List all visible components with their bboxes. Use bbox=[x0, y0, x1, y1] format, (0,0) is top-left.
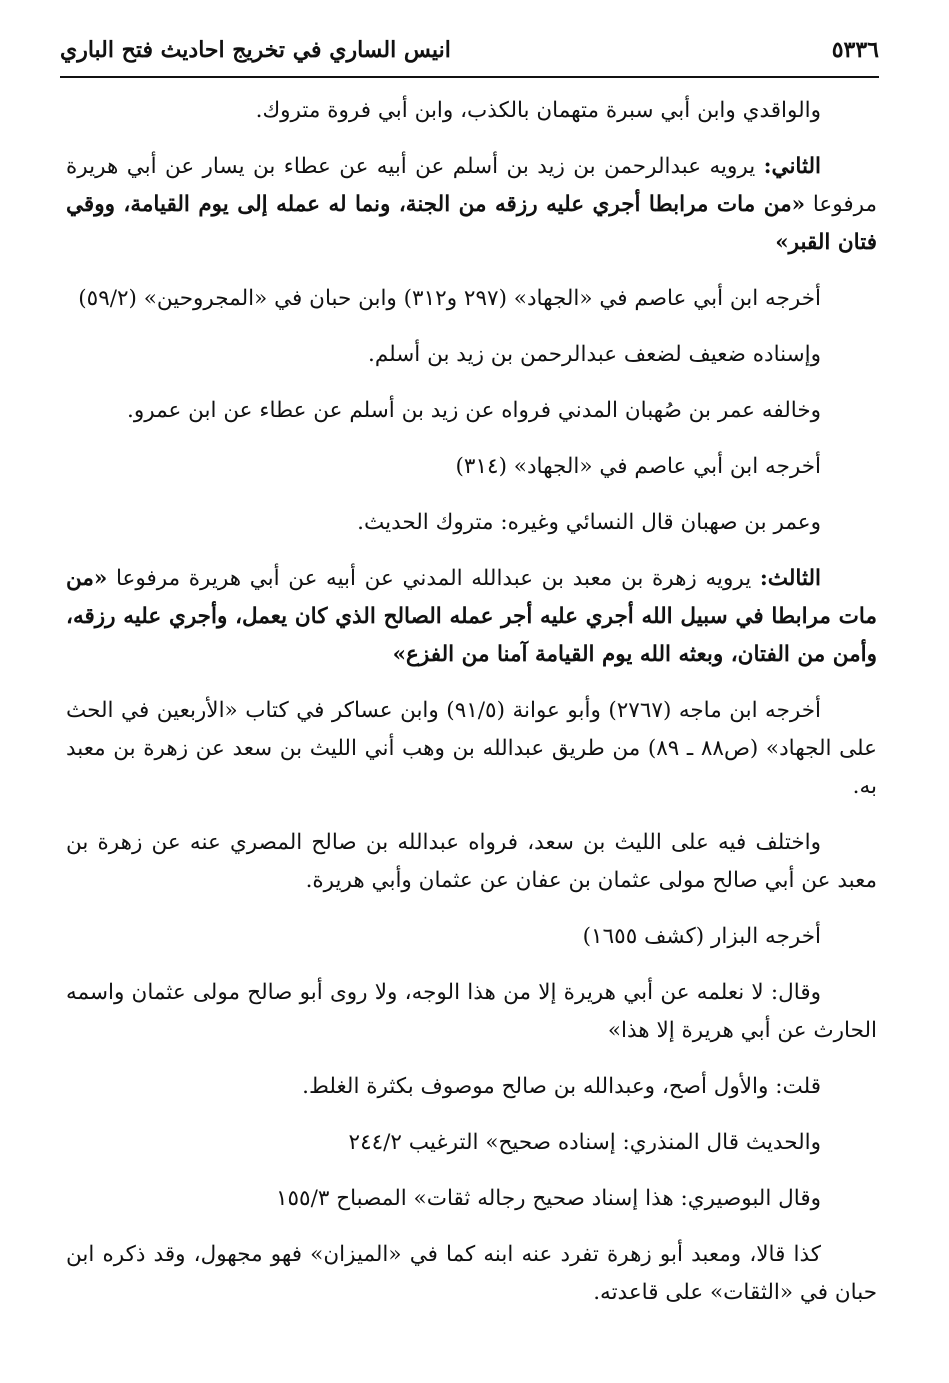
page-header bbox=[60, 28, 879, 72]
paragraph-6 bbox=[66, 448, 877, 486]
paragraph-14 bbox=[66, 1124, 877, 1162]
paragraph-text: وقال البوصيري: هذا إسناد صحيح رجاله ثقات» المصباح ١٥٥/٣ bbox=[275, 1186, 821, 1211]
paragraph-16 bbox=[66, 1236, 877, 1312]
paragraph-13 bbox=[66, 1068, 877, 1106]
paragraph-4 bbox=[66, 336, 877, 374]
book-title: انيس الساري في تخريج احاديث فتح الباري bbox=[60, 37, 451, 63]
paragraph-12 bbox=[66, 974, 877, 1050]
hadith-text: «من مات مرابطا في سبيل الله أجري عليه أجر عمله الصالح الذي كان يعمل، وأجري عليه رزقه، وأمن من الفتان، وبعثه الله يوم القيامة آمنا من الفزع» bbox=[66, 566, 877, 667]
paragraph-text: وقال: لا نعلمه عن أبي هريرة إلا من هذا الوجه، ولا روى أبو صالح مولى عثمان واسمه الحارث عن أبي هريرة إلا هذا» bbox=[66, 980, 877, 1043]
paragraph-text: أخرجه ابن أبي عاصم في «الجهاد» (٣١٤) bbox=[455, 454, 821, 479]
paragraph-1 bbox=[66, 92, 877, 130]
page-body bbox=[66, 92, 877, 1330]
paragraph-text: والحديث قال المنذري: إسناده صحيح» الترغيب ٢٤٤/٢ bbox=[348, 1130, 821, 1155]
paragraph-text: يرويه زهرة بن معبد بن عبدالله المدني عن أبيه عن أبي هريرة مرفوعا bbox=[107, 566, 760, 591]
paragraph-text: والواقدي وابن أبي سبرة متهمان بالكذب، وابن أبي فروة متروك. bbox=[255, 98, 821, 123]
paragraph-3 bbox=[66, 280, 877, 318]
paragraph-7 bbox=[66, 504, 877, 542]
paragraph-5 bbox=[66, 392, 877, 430]
paragraph-text: أخرجه ابن ماجه (٢٧٦٧) وأبو عوانة (٩١/٥) وابن عساكر في كتاب «الأربعين في الحث على الجهاد» (ص٨٨ ـ ٨٩) من طريق عبدالله بن وهب أني الليث بن سعد عن زهرة بن معبد به. bbox=[66, 698, 877, 799]
paragraph-10 bbox=[66, 824, 877, 900]
paragraph-text: قلت: والأول أصح، وعبدالله بن صالح موصوف بكثرة الغلط. bbox=[302, 1074, 821, 1099]
paragraph-text: يرويه عبدالرحمن بن زيد بن أسلم عن أبيه عن عطاء بن يسار عن أبي هريرة مرفوعا bbox=[66, 154, 877, 217]
paragraph-text: أخرجه البزار (كشف ١٦٥٥) bbox=[582, 924, 821, 949]
paragraph-text: وخالفه عمر بن صُهبان المدني فرواه عن زيد بن أسلم عن عطاء عن ابن عمرو. bbox=[126, 398, 821, 423]
paragraph-text: واختلف فيه على الليث بن سعد، فرواه عبدالله بن صالح المصري عنه عن زهرة بن معبد عن أبي صالح مولى عثمان بن عفان عن عثمان وأبي هريرة. bbox=[66, 830, 877, 893]
paragraph-8 bbox=[66, 560, 877, 674]
paragraph-15 bbox=[66, 1180, 877, 1218]
page-number: ٥٣٣٦ bbox=[831, 37, 879, 63]
paragraph-9 bbox=[66, 692, 877, 806]
header-rule bbox=[60, 76, 879, 78]
paragraph-text: كذا قالا، ومعبد أبو زهرة تفرد عنه ابنه كما في «الميزان» فهو مجهول، وقد ذكره ابن حبان في «الثقات» على قاعدته. bbox=[66, 1242, 877, 1305]
paragraph-text: وعمر بن صهبان قال النسائي وغيره: متروك الحديث. bbox=[357, 510, 821, 535]
hadith-text: «من مات مرابطا أجري عليه رزقه من الجنة، ونما له عمله إلى يوم القيامة، ووقي فتان القبر» bbox=[66, 192, 877, 255]
paragraph-11 bbox=[66, 918, 877, 956]
paragraph-2 bbox=[66, 148, 877, 262]
paragraph-label: الثاني: bbox=[763, 154, 821, 179]
paragraph-label: الثالث: bbox=[759, 566, 821, 591]
paragraph-text: أخرجه ابن أبي عاصم في «الجهاد» (٢٩٧ و٣١٢) وابن حبان في «المجروحين» (٥٩/٢) bbox=[78, 286, 821, 311]
paragraph-text: وإسناده ضعيف لضعف عبدالرحمن بن زيد بن أسلم. bbox=[368, 342, 821, 367]
